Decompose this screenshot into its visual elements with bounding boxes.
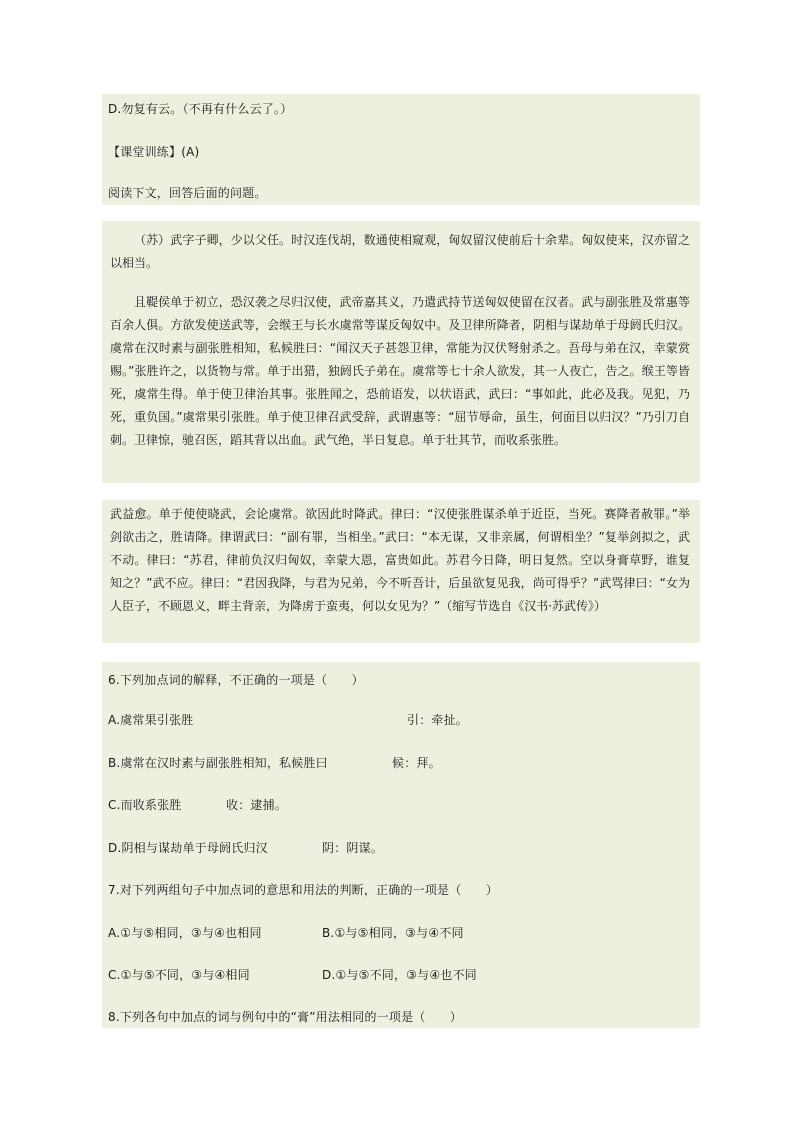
q8-stem: 8.下列各句中加点的词与例句中的“膏”用法相同的一项是（ ） xyxy=(108,1010,463,1024)
passage-paragraph-3: 武益愈。单于使使晓武，会论虞常。欲因此时降武。律曰：“汉使张胜谋杀单于近臣，当死。赛降者赦罪。”举剑欲击之，胜请降。律谓武曰：“副有罪，当相坐。”武曰：“本无谋，又非亲属，何谓相坐？”复举剑拟之，武不动。律曰：“苏君，律前负汉归匈奴，幸蒙大恩，富贵如此。苏君今日降，明日复然。空以身膏草野，谁复知之？”武不应。律曰：“君因我降，与君为兄弟，今不听吾计，后虽欲复见我，尚可得乎？”武骂律曰：“女为人臣子，不顾恩义，畔主背亲，为降虏于蛮夷，何以女见为？”（缩写节选自《汉书·苏武传》） xyxy=(110,507,690,613)
intro-block xyxy=(102,94,700,205)
q7-option-c: C.①与⑤不同，③与④相同 xyxy=(108,968,250,982)
q6-option-c-gloss: 收：逮捕。 xyxy=(226,798,288,812)
q7-option-a: A.①与⑤相同，③与④也相同 xyxy=(108,926,262,940)
q6-option-d: D.阴相与谋劫单于母阏氏归汉 xyxy=(108,841,268,855)
q7-stem: 7.对下列两组句子中加点词的意思和用法的判断，正确的一项是（ ） xyxy=(108,883,499,897)
q7-option-b: B.①与⑤相同，③与④不同 xyxy=(322,926,464,940)
q7-option-d: D.①与⑤不同，③与④也不同 xyxy=(322,968,477,982)
q6-option-b: B.虞常在汉时素与副张胜相知，私候胜曰 xyxy=(108,756,328,770)
training-title: 【课堂训练】(A) xyxy=(108,145,200,159)
passage-block-1 xyxy=(102,221,700,483)
q6-stem: 6.下列加点词的解释，不正确的一项是（ ） xyxy=(108,673,364,687)
reading-instruction: 阅读下文，回答后面的问题。 xyxy=(108,186,267,200)
option-d-line: D.勿复有云。（不再有什么云了。） xyxy=(108,102,293,116)
q6-option-c: C.而收系张胜 xyxy=(108,798,182,812)
passage-paragraph-2: 且鞮侯单于初立，恐汉袭之尽归汉使，武帝嘉其义，乃遣武持节送匈奴使留在汉者。武与副张胜及常惠等百余人俱。方欲发使送武等，会缑王与长水虞常等谋反匈奴中。及卫律所降者，阴相与谋劫单于母阏氏归汉。虞常在汉时素与副张胜相知，私候胜曰：“闻汉天子甚怨卫律，常能为汉伏弩射杀之。吾母与弟在汉，幸蒙赏赐。”张胜许之，以货物与常。单于出猎，独阏氏子弟在。虞常等七十余人欲发，其一人夜亡，告之。缑王等皆死，虞常生得。单于使卫律治其事。张胜闻之，恐前语发，以状语武，武曰：“事如此，此必及我。见犯，乃死，重负国。”虞常果引张胜。单于使卫律召武受辞，武谓惠等：“屈节辱命，虽生，何面目以归汉？”乃引刀自刺。卫律惊，驰召医，蹈其背以出血。武气绝，半日复息。单于壮其节，而收系张胜。 xyxy=(110,295,690,447)
q6-option-a-gloss: 引：牵扯。 xyxy=(407,713,469,727)
passage-block-2 xyxy=(102,500,700,643)
passage-paragraph-1: （苏）武字子卿，少以父任。时汉连伐胡，数通使相窥观，匈奴留汉使前后十余辈。匈奴使来，汉亦留之以相当。 xyxy=(110,233,690,270)
q6-option-a: A.虞常果引张胜 xyxy=(108,713,194,727)
q6-option-b-gloss: 候：拜。 xyxy=(392,756,441,770)
q6-option-d-gloss: 阴：阴谋。 xyxy=(322,841,384,855)
questions-block xyxy=(102,662,700,1028)
